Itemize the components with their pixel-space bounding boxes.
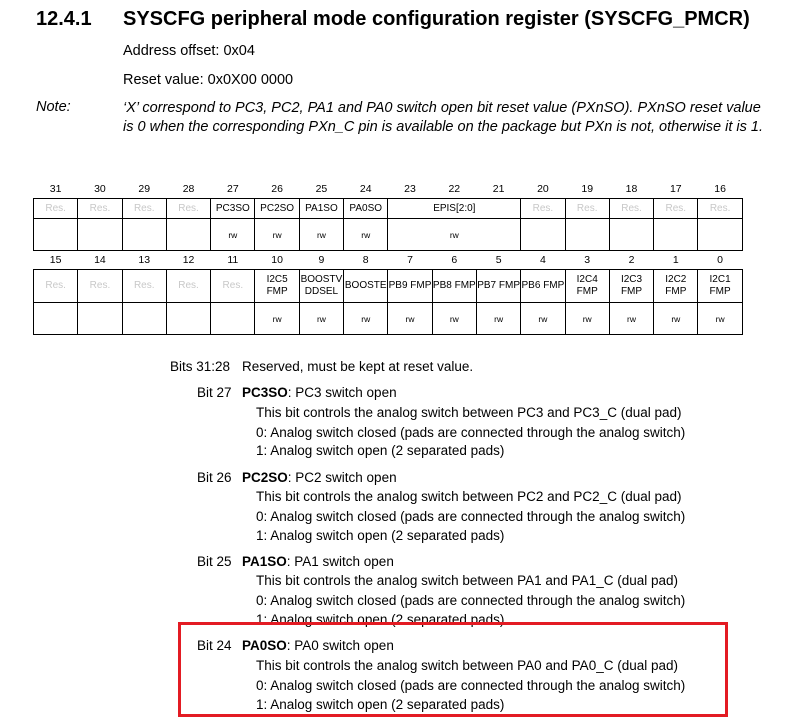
- bit-number: 6: [451, 254, 458, 266]
- bit-number: 29: [138, 183, 151, 195]
- reset-value: Reset value: 0x0X00 0000: [123, 72, 294, 88]
- field-title: : PC3 switch open: [287, 385, 397, 400]
- bit-number: 17: [669, 183, 682, 195]
- register-field: PB6 FMP: [521, 270, 565, 303]
- bit-number: 30: [94, 183, 106, 195]
- access-type: rw: [654, 303, 698, 335]
- section-title: SYSCFG peripheral mode configuration register (SYSCFG_PMCR): [123, 8, 750, 30]
- description-line: This bit controls the analog switch between PA0 and PA0_C (dual pad): [256, 658, 678, 673]
- description-line: 0: Analog switch closed (pads are connected through the analog switch): [256, 425, 686, 440]
- reserved-field: Res.: [34, 199, 78, 219]
- bit-number: 3: [584, 254, 591, 266]
- reserved-field: Res.: [122, 199, 166, 219]
- reserved-field: Res.: [698, 199, 742, 219]
- bit-number-row: [34, 180, 743, 199]
- reserved-field: Res.: [122, 270, 166, 303]
- access-type: [34, 219, 78, 251]
- access-row: [34, 219, 743, 251]
- field-name: PC2SO: [242, 470, 288, 485]
- reserved-field: Res.: [78, 199, 122, 219]
- register-table-high: [33, 180, 743, 251]
- bit-label: Bit 25: [197, 554, 232, 569]
- register-field: PC3SO: [211, 199, 255, 219]
- access-type: rw: [299, 303, 343, 335]
- register-field: PB8 FMP: [432, 270, 476, 303]
- field-heading: [242, 554, 394, 569]
- bit-number: 28: [182, 183, 195, 195]
- bit-number: 24: [359, 183, 372, 195]
- field-title: : PA1 switch open: [286, 554, 394, 569]
- reserved-description: Reserved, must be kept at reset value.: [242, 359, 474, 374]
- note-label: Note:: [36, 99, 71, 115]
- access-type: [654, 219, 698, 251]
- address-offset: Address offset: 0x04: [123, 43, 255, 59]
- bit-number: 23: [404, 183, 416, 195]
- register-field: PB9 FMP: [388, 270, 432, 303]
- section-number: 12.4.1: [36, 8, 92, 30]
- access-type: [565, 219, 609, 251]
- bit-number: 25: [315, 183, 328, 195]
- access-type: rw: [476, 303, 520, 335]
- access-type: rw: [255, 303, 299, 335]
- bit-number: 16: [714, 183, 726, 195]
- field-name-row: [34, 199, 743, 219]
- register-field: BOOSTV DDSEL: [299, 270, 343, 303]
- access-type: [122, 303, 166, 335]
- access-type: rw: [432, 303, 476, 335]
- description-line: 1: Analog switch open (2 separated pads): [256, 697, 505, 712]
- bit-number: 27: [226, 183, 239, 195]
- register-field: PA0SO: [344, 199, 388, 219]
- access-type: rw: [344, 303, 388, 335]
- access-type: [521, 219, 565, 251]
- reserved-field: Res.: [654, 199, 698, 219]
- field-heading: [242, 470, 397, 485]
- description-line: 0: Analog switch closed (pads are connected through the analog switch): [256, 678, 686, 693]
- bit-number: 1: [672, 254, 679, 266]
- reserved-field: Res.: [166, 270, 210, 303]
- bit-number: 20: [537, 183, 549, 195]
- bit-number: 22: [448, 183, 461, 195]
- bit-number: 19: [581, 183, 594, 195]
- bit-number: 21: [492, 183, 505, 195]
- bit-number: 12: [182, 254, 195, 266]
- reserved-field: Res.: [521, 199, 565, 219]
- register-field: PA1SO: [299, 199, 343, 219]
- access-type: [166, 303, 210, 335]
- description-line: 1: Analog switch open (2 separated pads): [256, 443, 505, 458]
- register-field: EPIS[2:0]: [388, 199, 521, 219]
- description-line: 0: Analog switch closed (pads are connected through the analog switch): [256, 509, 686, 524]
- field-name: PC3SO: [242, 385, 288, 400]
- access-type: rw: [211, 219, 255, 251]
- access-type: [698, 219, 742, 251]
- access-type: [122, 219, 166, 251]
- access-type: rw: [565, 303, 609, 335]
- bit-number: 7: [407, 254, 413, 266]
- bit-number: 5: [495, 254, 502, 266]
- access-type: rw: [299, 219, 343, 251]
- bit-number: 4: [539, 254, 546, 266]
- bit-number: 8: [362, 254, 369, 266]
- access-type: [609, 219, 653, 251]
- field-name: PA0SO: [242, 638, 287, 653]
- access-type: [78, 219, 122, 251]
- bit-number: 26: [271, 183, 283, 195]
- access-type: rw: [255, 219, 299, 251]
- note-text: ‘X’ correspond to PC3, PC2, PA1 and PA0 switch open bit reset value (PXnSO). PXnSO reset value is 0 when the corresponding PXn_C pin is available on the package but PXn is not, otherwise it is 1.: [123, 100, 763, 135]
- field-title: : PA0 switch open: [286, 638, 394, 653]
- reserved-field: Res.: [565, 199, 609, 219]
- bit-label: Bit 27: [197, 385, 232, 400]
- access-type: rw: [698, 303, 742, 335]
- bit-number: 10: [271, 254, 283, 266]
- register-field: I2C1 FMP: [698, 270, 742, 303]
- access-row: [34, 303, 743, 335]
- field-name: PA1SO: [242, 554, 287, 569]
- bit-number: 13: [138, 254, 151, 266]
- description-line: This bit controls the analog switch between PA1 and PA1_C (dual pad): [256, 573, 678, 588]
- description-line: 1: Analog switch open (2 separated pads): [256, 528, 505, 543]
- register-field: I2C5 FMP: [255, 270, 299, 303]
- register-field: PB7 FMP: [476, 270, 520, 303]
- access-type: [166, 219, 210, 251]
- register-field: I2C3 FMP: [609, 270, 653, 303]
- bit-number: 9: [318, 254, 325, 266]
- highlight-box: [178, 622, 728, 717]
- bit-number: 2: [628, 254, 635, 266]
- access-type: [34, 303, 78, 335]
- reserved-field: Res.: [34, 270, 78, 303]
- bit-number-row: [34, 251, 743, 270]
- bit-label: Bit 24: [197, 638, 232, 653]
- description-line: This bit controls the analog switch between PC2 and PC2_C (dual pad): [256, 489, 682, 504]
- reserved-field: Res.: [166, 199, 210, 219]
- field-title: : PC2 switch open: [287, 470, 397, 485]
- access-type: [211, 303, 255, 335]
- field-name-row: [34, 270, 743, 303]
- reserved-field: Res.: [609, 199, 653, 219]
- access-type: rw: [609, 303, 653, 335]
- bit-number: 18: [625, 183, 638, 195]
- register-field: I2C2 FMP: [654, 270, 698, 303]
- register-field: PC2SO: [255, 199, 299, 219]
- register-field: I2C4 FMP: [565, 270, 609, 303]
- access-type: rw: [344, 219, 388, 251]
- access-type: rw: [388, 303, 432, 335]
- field-heading: [242, 385, 397, 400]
- bit-label: Bit 26: [197, 470, 232, 485]
- bit-number: 14: [94, 254, 106, 266]
- register-field: BOOSTE: [344, 270, 388, 303]
- bit-number: 31: [49, 183, 62, 195]
- access-type: rw: [388, 219, 521, 251]
- bit-number: 0: [717, 254, 724, 266]
- access-type: [78, 303, 122, 335]
- bit-number: 15: [49, 254, 62, 266]
- bit-number: 11: [227, 254, 239, 266]
- register-table-low: [33, 251, 743, 335]
- bit-range-label: Bits 31:28: [170, 359, 231, 374]
- description-line: This bit controls the analog switch between PC3 and PC3_C (dual pad): [256, 405, 682, 420]
- access-type: rw: [521, 303, 565, 335]
- reserved-field: Res.: [211, 270, 255, 303]
- reserved-field: Res.: [78, 270, 122, 303]
- description-line: 1: Analog switch open (2 separated pads): [256, 612, 505, 627]
- description-line: 0: Analog switch closed (pads are connected through the analog switch): [256, 593, 686, 608]
